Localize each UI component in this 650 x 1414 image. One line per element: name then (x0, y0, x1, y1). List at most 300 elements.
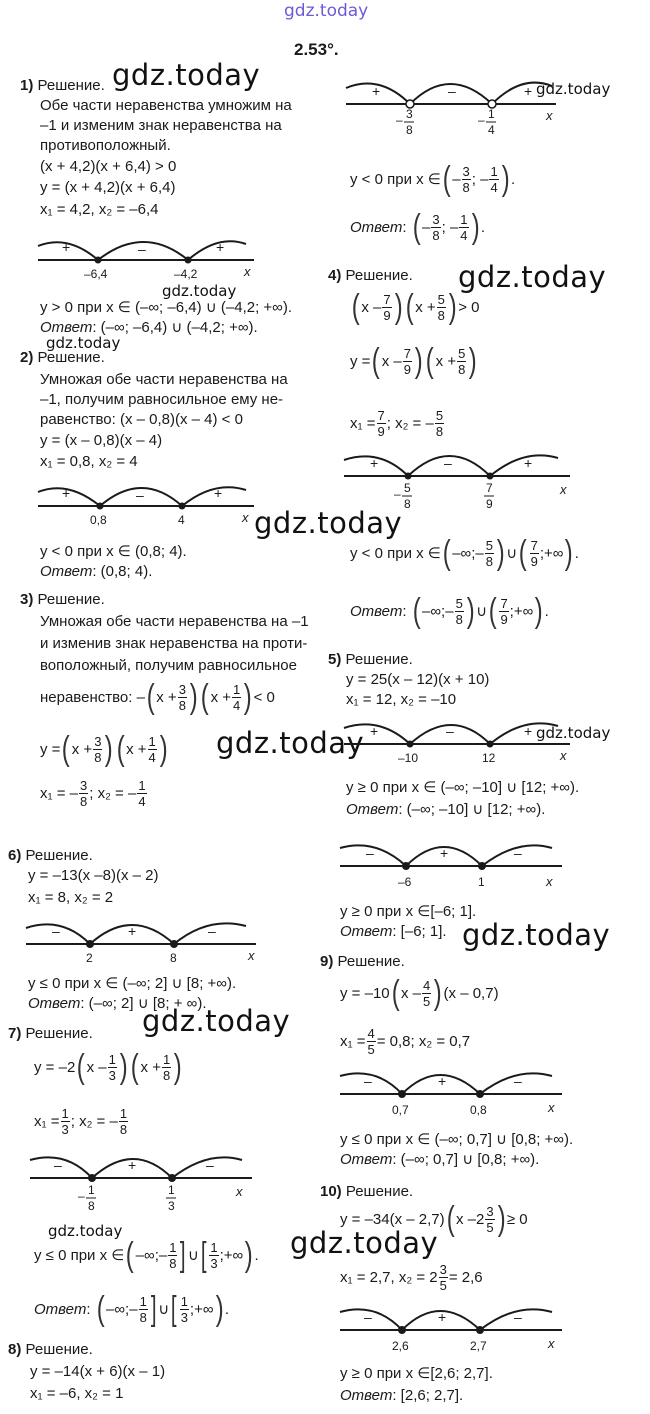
frac-num: 1 (148, 734, 156, 749)
answer-label: Ответ (340, 923, 393, 940)
frac-num: 3 (178, 682, 186, 697)
text: ≥ 0 (506, 1211, 528, 1228)
problem-7-heading (8, 1024, 93, 1043)
minus: – (394, 487, 401, 501)
watermark: gdz.today (46, 334, 121, 352)
frac-den: 8 (139, 1310, 147, 1325)
frac-num: 1 (162, 1052, 171, 1067)
text: ; (441, 219, 446, 236)
p10-number-line (340, 1300, 580, 1356)
text: ∪ (158, 1301, 170, 1318)
text: x – (361, 299, 382, 316)
answer-label: Ответ (346, 801, 399, 818)
sign: – (136, 487, 144, 503)
frac-num: 3 (80, 778, 88, 793)
problem-1-number: 1) (20, 77, 34, 94)
p8-answer (340, 922, 447, 941)
text: : (86, 1301, 91, 1318)
p1-result: y > 0 при x ∈ (–∞; –6,4) ∪ (–4,2; +∞). (40, 299, 293, 316)
point-label: 2,6 (392, 1339, 409, 1353)
paren: ( (412, 208, 421, 246)
point-label: 4 (178, 513, 185, 527)
problem-number: 2.53°. (294, 40, 339, 59)
text: – (452, 171, 461, 188)
header-watermark: gdz.today (284, 1, 369, 21)
text: x – (455, 1211, 476, 1228)
minus: – (78, 1189, 85, 1203)
p2-result: y < 0 при x ∈ (0,8; 4). (40, 543, 187, 560)
text: x + (71, 741, 93, 758)
frac-den: 9 (377, 424, 385, 439)
paren: ) (394, 288, 403, 326)
paren: ) (448, 288, 457, 326)
point-label: 0,8 (470, 1103, 487, 1117)
point-num: 5 (404, 481, 411, 495)
p10-result: y ≥ 0 при x ∈[2,6; 2,7]. (340, 1365, 493, 1382)
text: : (402, 219, 407, 236)
p8-line-1: y = –14(x + 6)(x – 1) (30, 1363, 166, 1380)
text: – (449, 219, 459, 236)
watermark: gdz.today (112, 58, 261, 92)
p9-roots (340, 1026, 470, 1057)
paren: ) (496, 534, 505, 572)
frac-num: 1 (180, 1294, 188, 1309)
paren: ( (130, 1048, 139, 1086)
text: ∪ (476, 603, 488, 620)
p7-answer: Ответ: ( –∞;– $\frac{1}{8}$ ] ∪[ $\frac{1}{3}$ ;+∞) . (34, 1290, 230, 1328)
answer-label: Ответ (350, 219, 403, 236)
sign: + (62, 239, 71, 255)
frac-num: 5 (458, 346, 466, 361)
text: y = –34(x – 2,7) (340, 1211, 445, 1228)
text: –∞;– (106, 1301, 138, 1318)
paren: ( (412, 592, 421, 630)
problem-5-number: 5) (328, 651, 342, 668)
p9-result: y ≤ 0 при x ∈ (–∞; 0,7] ∪ [0,8; +∞). (340, 1131, 574, 1148)
point-label: –10 (398, 751, 419, 765)
p3-function (40, 730, 169, 768)
frac-num: 7 (403, 346, 412, 361)
p5-result: y ≥ 0 при x ∈ (–∞; –10] ∪ [12; +∞). (346, 779, 580, 796)
p1-line-6: x₁ = 4,2, x₂ = –6,4 (40, 201, 159, 218)
sign: – (366, 845, 374, 861)
text: ;+∞ (219, 1247, 244, 1264)
axis-label: x (546, 874, 553, 889)
bracket: ] (150, 1290, 157, 1328)
sign: + (214, 485, 223, 501)
p6-line-2: x₁ = 8, x₂ = 2 (28, 889, 114, 906)
point-den: 3 (168, 1199, 175, 1213)
sign: – (206, 1157, 214, 1173)
frac-num: 1 (169, 1240, 177, 1255)
text: (x – 0,7) (443, 985, 499, 1002)
p2-line-4: y = (x – 0,8)(x – 4) (40, 432, 163, 449)
problem-10-heading (320, 1182, 413, 1201)
watermark: gdz.today (162, 282, 237, 300)
text: – (422, 219, 431, 236)
point-label: 8 (170, 951, 177, 965)
text: x – (400, 985, 421, 1002)
frac-den: 8 (455, 612, 463, 627)
answer-label: Ответ (40, 563, 93, 580)
frac-num: 1 (233, 682, 241, 697)
paren: ) (215, 1290, 224, 1328)
problem-8-heading (8, 1340, 93, 1359)
p2-line-2: –1, получим равносильное ему не- (40, 391, 284, 408)
p5-answer (346, 800, 545, 819)
problem-8-number: 8) (8, 1341, 22, 1358)
text: x + (415, 299, 436, 316)
answer-label: Ответ (350, 603, 403, 620)
sign: – (364, 1309, 372, 1325)
frac-den: 8 (162, 1068, 171, 1083)
point-den: 8 (88, 1199, 95, 1213)
text: ; x₂ = – (89, 785, 137, 802)
problem-4-number: 4) (328, 267, 342, 284)
sign: + (128, 923, 137, 939)
point-num: 1 (88, 1183, 95, 1197)
text: ;+∞ (539, 545, 564, 562)
answer-label: Ответ (40, 319, 93, 336)
frac-den: 9 (530, 554, 538, 569)
frac-num: 3 (462, 164, 470, 179)
text: x₁ = (34, 1113, 60, 1130)
p3-number-line (346, 60, 576, 144)
sign: – (208, 923, 216, 939)
paren: ( (442, 534, 451, 572)
p10-inequality: y = –34(x – 2,7)( x –2 $\frac{3}{5}$ ) ≥ 0 (340, 1200, 528, 1238)
problem-1-heading (20, 76, 105, 95)
point-label: –6 (398, 875, 412, 889)
sign: + (128, 1157, 137, 1173)
problem-3-heading (20, 590, 105, 609)
paren: ( (518, 534, 527, 572)
frac-num: 3 (439, 1262, 447, 1277)
problem-4-heading (328, 266, 413, 285)
sign: – (138, 241, 146, 257)
p1-line-4: (x + 4,2)(x + 6,4) > 0 (40, 158, 177, 175)
paren: ( (426, 342, 434, 380)
paren: ) (243, 678, 252, 716)
answer-value: : [2,6; 2,7]. (392, 1387, 464, 1404)
frac-den: 8 (80, 794, 88, 809)
axis-label: x (244, 264, 251, 279)
solution-label: Решение. (337, 953, 405, 970)
solution-label: Решение. (37, 591, 105, 608)
paren: ) (105, 730, 114, 768)
frac-den: 4 (138, 794, 146, 809)
text: = 0,8; x₂ = 0,7 (376, 1033, 471, 1050)
paren: ) (497, 1200, 506, 1238)
answer-value: : (0,8; 4). (92, 563, 153, 580)
frac-num: 1 (490, 164, 498, 179)
p10-answer (340, 1386, 463, 1405)
frac-num: 5 (485, 538, 493, 553)
watermark: gdz.today (216, 726, 365, 760)
paren: ) (414, 342, 423, 380)
p5-line-2: x₁ = 12, x₂ = –10 (346, 691, 457, 708)
paren: ) (189, 678, 198, 716)
p3-result: y < 0 при x ∈( – $\frac{3}{8}$ ; – $\frac{1}{4}$ ) . (350, 160, 516, 198)
p1-line-1: Обе части неравенства умножим на (40, 97, 292, 114)
text: x₁ = 2,7, x₂ = 2 (340, 1269, 438, 1286)
paren: ( (372, 342, 381, 380)
frac-den: 5 (439, 1278, 447, 1293)
point-den: 4 (488, 123, 495, 137)
p3-line-3: воположный, получим равносильное (40, 657, 297, 674)
frac-num: 1 (138, 778, 146, 793)
point-label: 2 (86, 951, 93, 965)
point-label: 2,7 (470, 1339, 487, 1353)
paren: ( (405, 288, 414, 326)
bracket: [ (200, 1236, 207, 1274)
watermark: gdz.today (536, 724, 611, 742)
axis-label: x (548, 1100, 555, 1115)
text: ∪ (506, 545, 518, 562)
text: x + (126, 741, 147, 758)
answer-value: : [–6; 1]. (392, 923, 447, 940)
frac-den: 5 (422, 994, 431, 1009)
paren: ( (146, 678, 155, 716)
sign: + (438, 1309, 447, 1325)
paren: ( (446, 1200, 455, 1238)
paren: ) (173, 1048, 182, 1086)
text: неравенство: (40, 689, 133, 706)
point-den: 8 (406, 123, 413, 137)
frac-den: 8 (178, 698, 186, 713)
bracket: [ (171, 1290, 177, 1328)
p7-function (34, 1048, 184, 1086)
point-num: 1 (488, 107, 495, 121)
frac-num: 1 (139, 1294, 147, 1309)
p7-number-line (30, 1148, 270, 1220)
watermark: gdz.today (142, 1004, 291, 1038)
frac-num: 7 (377, 408, 385, 423)
axis-label: x (242, 510, 249, 525)
frac-den: 3 (180, 1310, 188, 1325)
answer-value: : (–∞; 2] ∪ [8; + ∞). (80, 995, 207, 1012)
frac-den: 5 (367, 1042, 375, 1057)
axis-label: x (248, 948, 255, 963)
frac-den: 8 (432, 228, 440, 243)
text: y < 0 при x ∈ (350, 545, 441, 562)
p6-number-line (26, 914, 266, 966)
text: –∞;– (135, 1247, 168, 1264)
sign: + (370, 455, 379, 471)
sign: + (372, 83, 381, 99)
p9-answer (340, 1150, 539, 1169)
p3-line-1: Умножая обе части неравенства на –1 (40, 613, 309, 630)
text: x + (435, 353, 457, 370)
frac-num: 3 (94, 734, 102, 749)
paren: ( (96, 1290, 105, 1328)
p9-function (340, 974, 499, 1012)
paren: ) (119, 1048, 128, 1086)
answer-label: Ответ (340, 1151, 393, 1168)
p2-line-3: равенство: (x – 0,8)(x – 4) < 0 (40, 411, 243, 428)
watermark: gdz.today (290, 1226, 439, 1260)
frac-den: 4 (490, 180, 498, 195)
frac-num: 5 (455, 596, 463, 611)
p1-number-line (38, 232, 268, 284)
text: ;+∞ (189, 1301, 214, 1318)
text: y < 0 при x ∈ (350, 171, 441, 188)
watermark: gdz.today (458, 260, 607, 294)
paren: ) (469, 342, 477, 380)
p1-line-3: противоположный. (40, 137, 171, 154)
sign: + (62, 485, 71, 501)
answer-label: Ответ (28, 995, 81, 1012)
sign: + (524, 723, 533, 739)
answer-value: : (–∞; –6,4) ∪ (–4,2; +∞). (92, 319, 258, 336)
answer-value: : (–∞; 0,7] ∪ [0,8; +∞). (392, 1151, 540, 1168)
paren: ) (433, 974, 442, 1012)
paren: ( (200, 678, 209, 716)
paren: ( (351, 288, 360, 326)
watermark: gdz.today (536, 80, 611, 98)
paren: ( (126, 1236, 134, 1274)
solution-label: Решение. (345, 267, 413, 284)
text: ; x₂ = – (386, 415, 434, 432)
frac-num: 1 (460, 212, 468, 227)
sign: + (370, 723, 379, 739)
paren: ( (76, 1048, 85, 1086)
frac-num: 5 (437, 292, 445, 307)
frac-den: 3 (61, 1122, 69, 1137)
problem-6-heading (8, 846, 93, 865)
sign: + (216, 239, 225, 255)
text: = 2,6 (448, 1269, 483, 1286)
paren: ( (488, 592, 497, 630)
text: –∞;– (422, 603, 454, 620)
text: x – (86, 1059, 107, 1076)
p1-line-5: y = (x + 4,2)(x + 6,4) (40, 179, 176, 196)
solution-label: Решение. (345, 1183, 414, 1200)
p4-function (350, 342, 479, 380)
frac-den: 8 (437, 308, 445, 323)
p7-result: y ≤ 0 при x ∈( –∞;– $\frac{1}{8}$ ] ∪[ $\frac{1}{3}$ ;+∞) . (34, 1236, 259, 1274)
frac-den: 3 (210, 1256, 218, 1271)
sign: – (446, 723, 454, 739)
solution-label: Решение. (25, 1341, 93, 1358)
sign: – (514, 1073, 522, 1089)
p2-line-1: Умножая обе части неравенства на (40, 371, 288, 388)
text: y = (350, 353, 371, 370)
text: < 0 (253, 689, 275, 706)
sign: + (524, 83, 533, 99)
text: ; x₂ = – (70, 1113, 118, 1130)
text: ; (471, 171, 476, 188)
text: y = (340, 985, 361, 1002)
frac-den: 8 (435, 424, 444, 439)
text: ∪ (187, 1247, 199, 1264)
frac-den: 8 (462, 180, 470, 195)
sign: – (444, 455, 452, 471)
minus: – (396, 113, 403, 127)
answer-label: Ответ (34, 1301, 87, 1318)
p3-roots (40, 778, 148, 809)
bracket: ] (180, 1236, 186, 1274)
frac-num: 3 (486, 1204, 494, 1219)
solution-label: Решение. (345, 651, 413, 668)
text: ;+∞ (509, 603, 534, 620)
answer-value: : (–∞; –10] ∪ [12; +∞). (398, 801, 546, 818)
point-label: 1 (478, 875, 485, 889)
text: x – (381, 353, 402, 370)
paren: ) (534, 592, 543, 630)
p8-line-2: x₁ = –6, x₂ = 1 (30, 1385, 124, 1402)
frac-den: 4 (460, 228, 468, 243)
text: –∞;– (452, 545, 484, 562)
point-num: 1 (168, 1183, 175, 1197)
text: x + (156, 689, 177, 706)
frac-den: 9 (500, 612, 508, 627)
p3-answer: Ответ: ( – $\frac{3}{8}$ ; – $\frac{1}{4}$ ) . (350, 208, 486, 246)
p6-result: y ≤ 0 при x ∈ (–∞; 2] ∪ [8; +∞). (28, 975, 237, 992)
watermark: gdz.today (48, 1222, 123, 1240)
watermark: gdz.today (254, 506, 403, 540)
frac-den: 9 (403, 362, 412, 377)
paren: ) (501, 160, 510, 198)
frac-num: 7 (530, 538, 538, 553)
p7-roots (34, 1106, 129, 1137)
sign: – (514, 845, 522, 861)
frac-num: 5 (435, 408, 444, 423)
sign: – (54, 1157, 62, 1173)
p9-number-line (340, 1064, 580, 1120)
sign: – (448, 83, 456, 99)
frac-den: 4 (233, 698, 241, 713)
p3-line-2: и изменив знак неравенства на проти- (40, 635, 308, 652)
problem-7-number: 7) (8, 1025, 22, 1042)
frac-num: 3 (432, 212, 440, 227)
text: – (480, 171, 489, 188)
sign: + (524, 455, 533, 471)
text: y = (40, 741, 61, 758)
point-label: 12 (482, 751, 496, 765)
p2-line-5: x₁ = 0,8, x₂ = 4 (40, 453, 138, 470)
frac-num: 7 (383, 292, 391, 307)
text: x₁ = (340, 1033, 366, 1050)
text: x + (210, 689, 232, 706)
axis-label: x (560, 748, 567, 763)
text: x₁ = – (40, 785, 78, 802)
p1-line-2: –1 и изменим знак неравенства на (40, 117, 282, 134)
frac-num: 1 (108, 1052, 116, 1067)
point-den: 9 (486, 497, 493, 511)
sign: – (514, 1309, 522, 1325)
p4-inequality (350, 288, 480, 326)
paren: ) (159, 730, 168, 768)
solution-label: Решение. (25, 847, 93, 864)
text: y = (34, 1059, 55, 1076)
paren: ) (466, 592, 475, 630)
frac-num: 4 (367, 1026, 375, 1041)
solution-label: Решение. (37, 77, 105, 94)
frac-num: 1 (210, 1240, 218, 1255)
p8-result: y ≥ 0 при x ∈[–6; 1]. (340, 903, 477, 920)
point-label: –4,2 (174, 267, 198, 281)
paren: ) (471, 208, 480, 246)
text: –2 (58, 1059, 76, 1076)
frac-den: 8 (169, 1256, 177, 1271)
p4-answer: Ответ: ( –∞;– $\frac{5}{8}$ ) ∪( $\frac{7}{9}$ ;+∞) . (350, 592, 549, 630)
text: x + (140, 1059, 161, 1076)
text: y ≤ 0 при x ∈ (34, 1247, 125, 1264)
paren: ( (442, 160, 451, 198)
p6-line-1: y = –13(x –8)(x – 2) (28, 867, 159, 884)
text: : (402, 603, 407, 620)
